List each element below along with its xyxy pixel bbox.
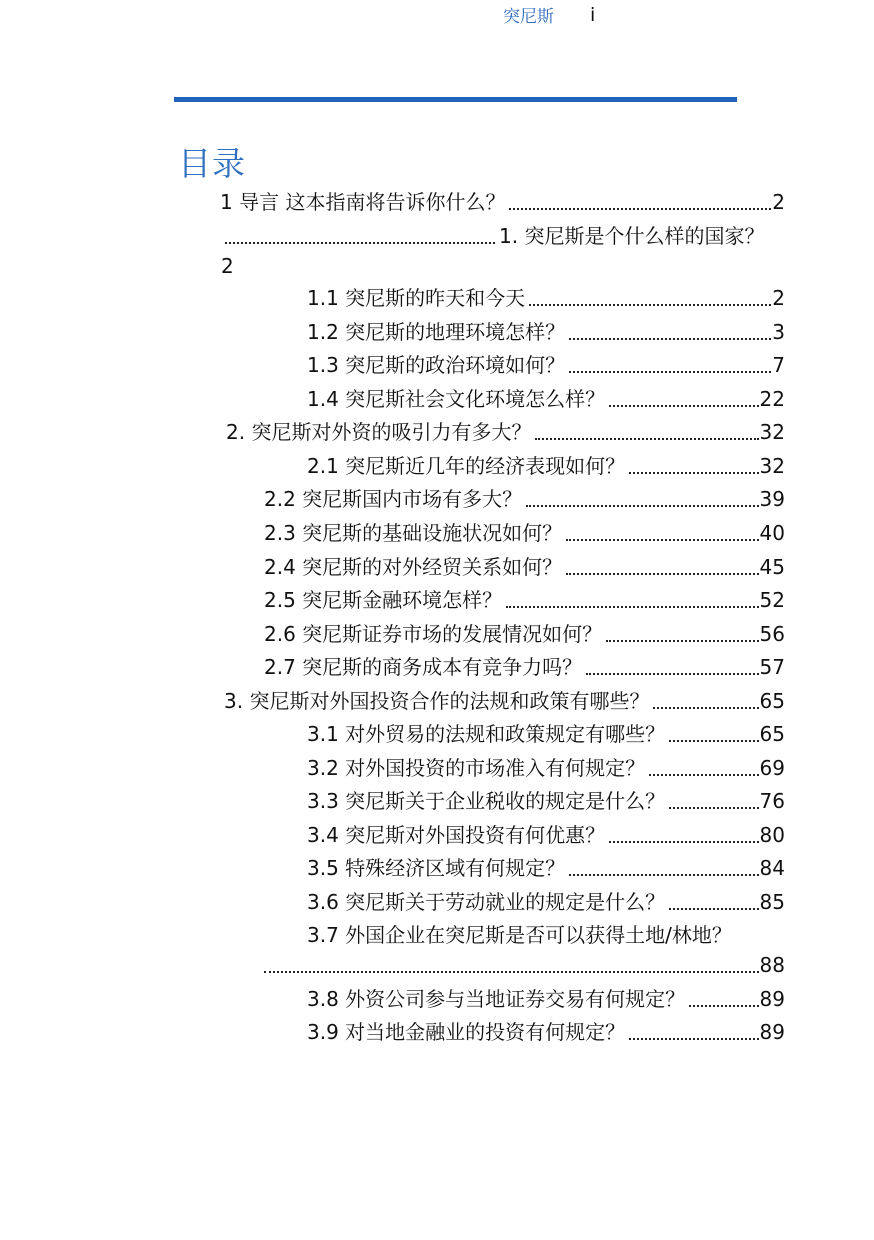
- toc-entry-page: 2: [772, 190, 785, 214]
- toc-entry-page: 57: [759, 655, 785, 679]
- toc-entry-text: 1.2 突尼斯的地理环境怎样？: [307, 320, 566, 344]
- toc-entry-intro[interactable]: [220, 188, 785, 216]
- toc-entry-page: 89: [759, 987, 785, 1011]
- toc-entry-3-1[interactable]: [307, 720, 785, 748]
- toc-entry-1-1[interactable]: [307, 284, 785, 312]
- toc-entry-2-6[interactable]: [264, 620, 785, 648]
- toc-leader-dots: [569, 338, 771, 340]
- toc-leader-dots: [264, 971, 759, 973]
- toc-entry-text: 3.8 外资公司参与当地证券交易有何规定？: [307, 987, 686, 1011]
- toc-entry-text: 3.2 对外国投资的市场准入有何规定？: [307, 756, 646, 780]
- toc-entry-text: 3.1 对外贸易的法规和政策规定有哪些？: [307, 722, 666, 746]
- toc-entry-page: 7: [772, 353, 785, 377]
- toc-entry-text: 2. 突尼斯对外资的吸引力有多大？: [226, 420, 532, 444]
- toc-entry-text: 3.3 突尼斯关于企业税收的规定是什么？: [307, 789, 666, 813]
- toc-entry-2[interactable]: [226, 418, 785, 446]
- toc-entry-text: 2.4 突尼斯的对外经贸关系如何？: [264, 555, 563, 579]
- toc-entry-2-3[interactable]: [264, 519, 785, 547]
- header-page-number: i: [590, 4, 596, 26]
- toc-entry-page: 22: [759, 387, 785, 411]
- toc-entry-text: 2.7 突尼斯的商务成本有竞争力吗？: [264, 655, 583, 679]
- toc-leader-dots: [629, 472, 758, 474]
- toc-leader-dots: [609, 405, 758, 407]
- toc-leader-dots: [609, 841, 758, 843]
- toc-leader-dots: [566, 573, 758, 575]
- toc-entry-text: 2.3 突尼斯的基础设施状况如何？: [264, 521, 563, 545]
- toc-leader-dots: [649, 774, 758, 776]
- toc-entry-3-8[interactable]: [307, 985, 785, 1013]
- toc-entry-page: 3: [772, 320, 785, 344]
- toc-entry-1-2[interactable]: [307, 318, 785, 346]
- toc-entry-text: 3.6 突尼斯关于劳动就业的规定是什么？: [307, 890, 666, 914]
- toc-entry-page: 40: [759, 521, 785, 545]
- toc-entry-page: 32: [759, 420, 785, 444]
- toc-entry-2-4[interactable]: [264, 553, 785, 581]
- toc-entry-3-7[interactable]: 3.7 外国企业在突尼斯是否可以获得土地/林地？: [307, 923, 732, 947]
- toc-entry-page: 2: [221, 254, 234, 278]
- toc-entry-page: 88: [759, 953, 785, 977]
- toc-leader-dots: [606, 640, 758, 642]
- toc-entry-2-5[interactable]: [264, 586, 785, 614]
- toc-leader-dots: [566, 539, 758, 541]
- toc-entry-page: 69: [759, 756, 785, 780]
- toc-entry-text: 1.1 突尼斯的昨天和今天: [307, 286, 526, 310]
- toc-entry-text: 2.6 突尼斯证券市场的发展情况如何？: [264, 622, 603, 646]
- toc-leader-dots: [529, 304, 771, 306]
- toc-entry-country-overview[interactable]: 1. 突尼斯是个什么样的国家？: [499, 224, 765, 248]
- toc-entry-page: 39: [759, 487, 785, 511]
- toc-entry-text: 3.9 对当地金融业的投资有何规定？: [307, 1020, 626, 1044]
- toc-entry-text: 2.2 突尼斯国内市场有多大？: [264, 487, 523, 511]
- toc-entry-text: 1.4 突尼斯社会文化环境怎么样？: [307, 387, 606, 411]
- toc-entry-page: 84: [759, 856, 785, 880]
- toc-entry-3[interactable]: [224, 687, 785, 715]
- toc-entry-page: 52: [759, 588, 785, 612]
- toc-leader-dots: [653, 707, 758, 709]
- toc-title: 目录: [178, 144, 246, 183]
- toc-entry-3-7-continuation[interactable]: [264, 951, 785, 979]
- toc-leader-dots: [689, 1005, 758, 1007]
- toc-entry-text: 1.3 突尼斯的政治环境如何？: [307, 353, 566, 377]
- toc-entry-page: 89: [759, 1020, 785, 1044]
- toc-leader-dots: [569, 874, 758, 876]
- toc-entry-text: 3.4 突尼斯对外国投资有何优惠？: [307, 823, 606, 847]
- toc-entry-page: 56: [759, 622, 785, 646]
- toc-leader-dots: [506, 606, 758, 608]
- toc-entry-3-4[interactable]: [307, 821, 785, 849]
- header-country-name: 突尼斯: [503, 7, 554, 27]
- toc-leader-dots: [669, 807, 758, 809]
- toc-entry-1-3[interactable]: [307, 351, 785, 379]
- toc-entry-page: 85: [759, 890, 785, 914]
- toc-entry-3-6[interactable]: [307, 888, 785, 916]
- toc-entry-page: 45: [759, 555, 785, 579]
- toc-entry-text: 1 导言 这本指南将告诉你什么？: [220, 190, 506, 214]
- toc-entry-text: 3.5 特殊经济区域有何规定？: [307, 856, 566, 880]
- toc-entry-text: 2.5 突尼斯金融环境怎样？: [264, 588, 503, 612]
- toc-entry-3-2[interactable]: [307, 754, 785, 782]
- toc-entry-3-5[interactable]: [307, 854, 785, 882]
- toc-leader-dots: [629, 1038, 758, 1040]
- toc-entry-3-9[interactable]: [307, 1018, 785, 1046]
- toc-entry-page: 2: [772, 286, 785, 310]
- toc-leader-dots: [225, 242, 495, 244]
- toc-entry-page: 76: [759, 789, 785, 813]
- toc-entry-page: 65: [759, 722, 785, 746]
- toc-leader-dots: [569, 371, 771, 373]
- toc-entry-1-4[interactable]: [307, 385, 785, 413]
- toc-leader-dots: [669, 740, 758, 742]
- toc-leader-dots: [669, 908, 758, 910]
- toc-entry-page: 32: [759, 454, 785, 478]
- toc-entry-2-1[interactable]: [307, 452, 785, 480]
- toc-leader-dots: [535, 438, 758, 440]
- toc-entry-page: 80: [759, 823, 785, 847]
- toc-entry-page: 65: [759, 689, 785, 713]
- toc-entry-2-7[interactable]: [264, 653, 785, 681]
- toc-leader-dots: [509, 208, 771, 210]
- toc-entry-2-2[interactable]: [264, 485, 785, 513]
- toc-entry-3-3[interactable]: [307, 787, 785, 815]
- toc-entry-text: 3. 突尼斯对外国投资合作的法规和政策有哪些？: [224, 689, 650, 713]
- toc-entry-text: 2.1 突尼斯近几年的经济表现如何？: [307, 454, 626, 478]
- toc-leader-dots: [586, 673, 758, 675]
- toc-leader-dots: [526, 505, 758, 507]
